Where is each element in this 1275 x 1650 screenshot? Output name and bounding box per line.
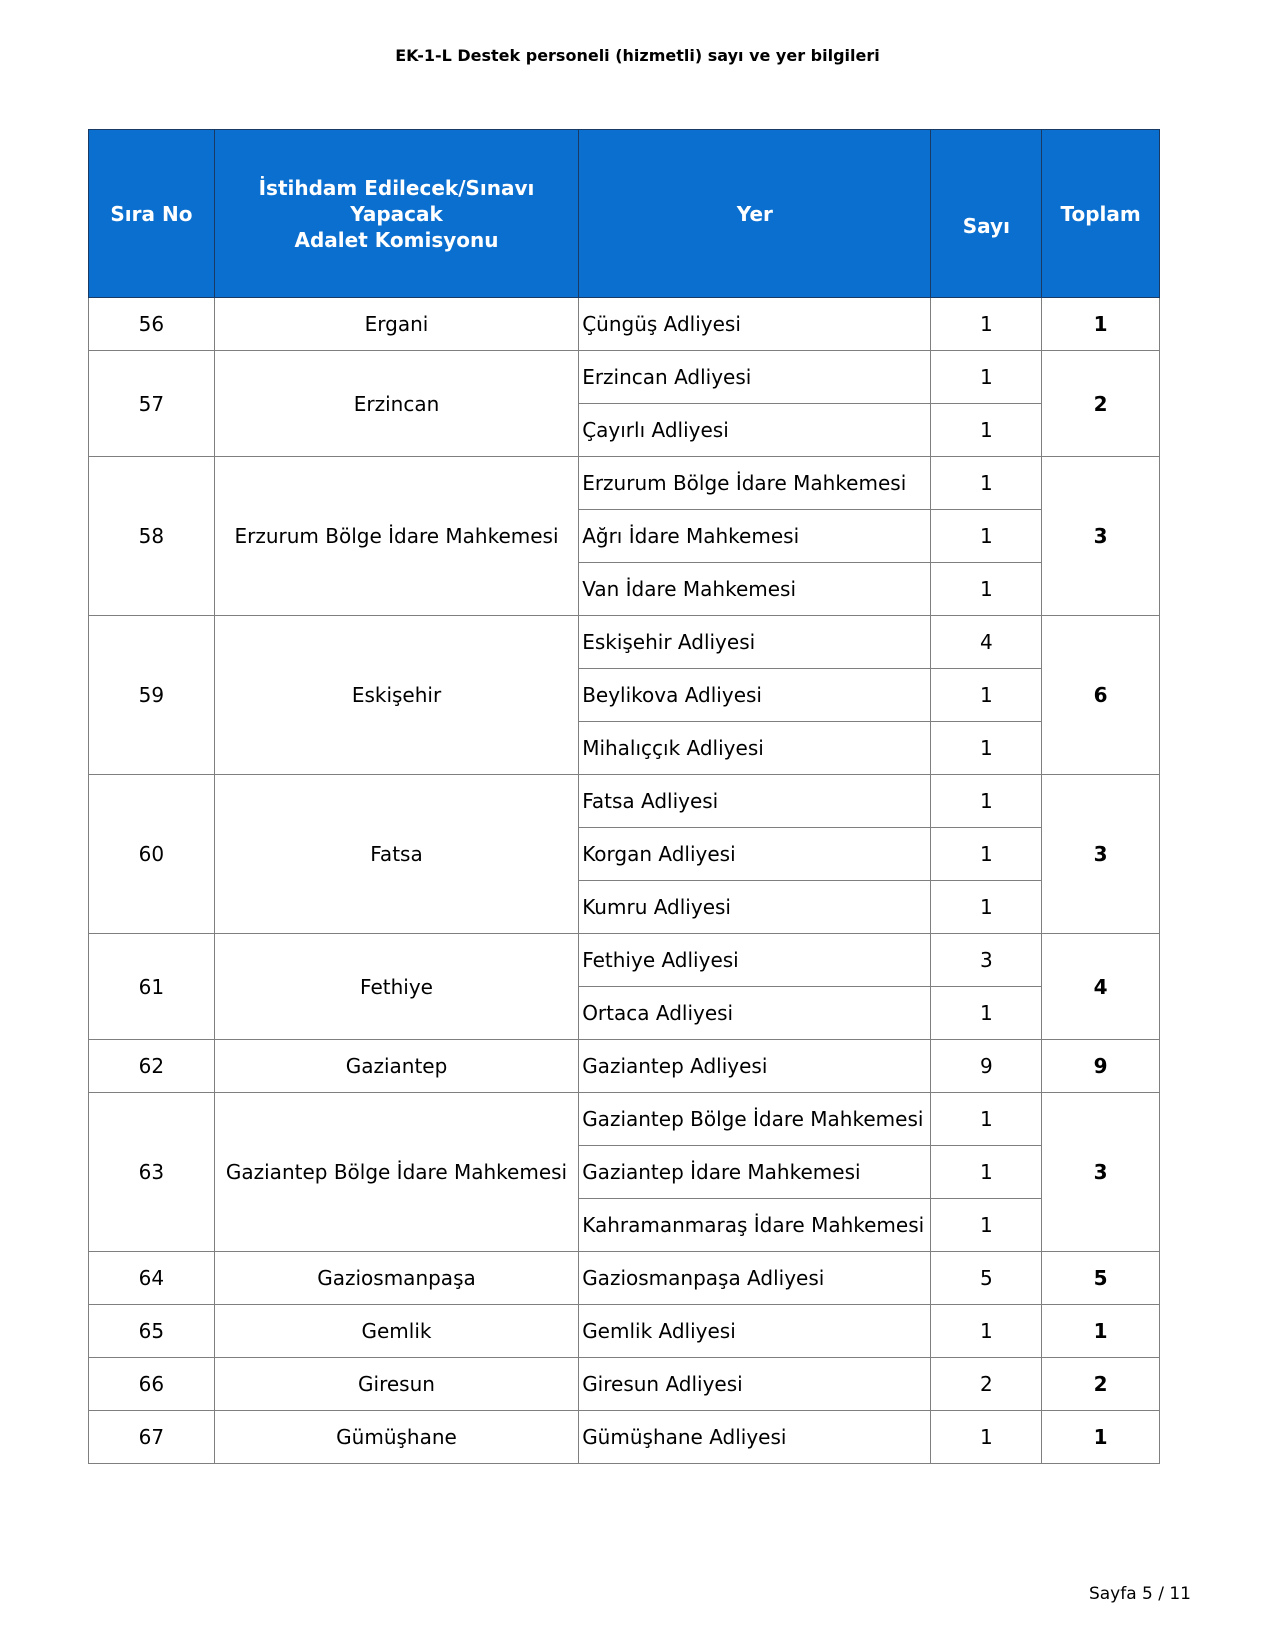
table-row — [89, 1040, 1160, 1093]
yer-cell: Fethiye Adliyesi — [579, 934, 931, 987]
sayi-cell: 1 — [931, 1146, 1042, 1199]
yer-cell: Gemlik Adliyesi — [579, 1305, 931, 1358]
sayi-cell: 1 — [931, 775, 1042, 828]
toplam-cell: 3 — [1042, 457, 1160, 616]
sayi-cell: 1 — [931, 722, 1042, 775]
sayi-cell: 1 — [931, 987, 1042, 1040]
yer-cell: Van İdare Mahkemesi — [579, 563, 931, 616]
table-row — [89, 934, 1160, 987]
table-row — [89, 1358, 1160, 1411]
header-sira-no: Sıra No — [89, 130, 215, 298]
yer-cell: Fatsa Adliyesi — [579, 775, 931, 828]
sayi-cell: 1 — [931, 881, 1042, 934]
komisyon-cell: Fethiye — [214, 934, 578, 1040]
sira-no-cell: 59 — [89, 616, 215, 775]
sayi-cell: 1 — [931, 669, 1042, 722]
header-yer: Yer — [579, 130, 931, 298]
yer-cell: Gaziosmanpaşa Adliyesi — [579, 1252, 931, 1305]
yer-cell: Ortaca Adliyesi — [579, 987, 931, 1040]
table-row — [89, 775, 1160, 828]
header-komisyon-line1: İstihdam Edilecek/Sınavı — [258, 175, 535, 200]
table-body — [89, 298, 1160, 1464]
page-number: Sayfa 5 / 11 — [1088, 1584, 1191, 1604]
yer-cell: Giresun Adliyesi — [579, 1358, 931, 1411]
yer-cell: Çüngüş Adliyesi — [579, 298, 931, 351]
sayi-cell: 1 — [931, 457, 1042, 510]
personnel-table — [88, 129, 1160, 1464]
toplam-cell: 2 — [1042, 1358, 1160, 1411]
yer-cell: Gaziantep Adliyesi — [579, 1040, 931, 1093]
table-row — [89, 298, 1160, 351]
yer-cell: Erzurum Bölge İdare Mahkemesi — [579, 457, 931, 510]
yer-cell: Gaziantep İdare Mahkemesi — [579, 1146, 931, 1199]
sayi-cell: 1 — [931, 298, 1042, 351]
yer-cell: Mihalıççık Adliyesi — [579, 722, 931, 775]
toplam-cell: 2 — [1042, 351, 1160, 457]
sira-no-cell: 67 — [89, 1411, 215, 1464]
yer-cell: Gümüşhane Adliyesi — [579, 1411, 931, 1464]
komisyon-cell: Gaziosmanpaşa — [214, 1252, 578, 1305]
sayi-cell: 2 — [931, 1358, 1042, 1411]
yer-cell: Eskişehir Adliyesi — [579, 616, 931, 669]
sayi-cell: 1 — [931, 1199, 1042, 1252]
komisyon-cell: Erzurum Bölge İdare Mahkemesi — [214, 457, 578, 616]
komisyon-cell: Ergani — [214, 298, 578, 351]
toplam-cell: 9 — [1042, 1040, 1160, 1093]
sira-no-cell: 58 — [89, 457, 215, 616]
yer-cell: Korgan Adliyesi — [579, 828, 931, 881]
yer-cell: Erzincan Adliyesi — [579, 351, 931, 404]
header-komisyon — [214, 130, 578, 298]
toplam-cell: 1 — [1042, 1411, 1160, 1464]
table-row — [89, 1252, 1160, 1305]
sayi-cell: 1 — [931, 510, 1042, 563]
yer-cell: Ağrı İdare Mahkemesi — [579, 510, 931, 563]
table-row — [89, 616, 1160, 669]
header-toplam: Toplam — [1042, 130, 1160, 298]
header-komisyon-line3: Adalet Komisyonu — [294, 227, 499, 252]
table-row — [89, 351, 1160, 404]
table-row — [89, 1305, 1160, 1358]
sayi-cell: 1 — [931, 1093, 1042, 1146]
sira-no-cell: 63 — [89, 1093, 215, 1252]
sira-no-cell: 61 — [89, 934, 215, 1040]
sira-no-cell: 66 — [89, 1358, 215, 1411]
header-komisyon-line2: Yapacak — [350, 201, 443, 226]
komisyon-cell: Gemlik — [214, 1305, 578, 1358]
header-sayi: Sayı — [931, 130, 1042, 298]
sira-no-cell: 60 — [89, 775, 215, 934]
sayi-cell: 1 — [931, 404, 1042, 457]
sayi-cell: 1 — [931, 1305, 1042, 1358]
komisyon-cell: Giresun — [214, 1358, 578, 1411]
toplam-cell: 4 — [1042, 934, 1160, 1040]
sira-no-cell: 62 — [89, 1040, 215, 1093]
sira-no-cell: 64 — [89, 1252, 215, 1305]
yer-cell: Çayırlı Adliyesi — [579, 404, 931, 457]
komisyon-cell: Gaziantep Bölge İdare Mahkemesi — [214, 1093, 578, 1252]
toplam-cell: 6 — [1042, 616, 1160, 775]
table-row — [89, 457, 1160, 510]
sira-no-cell: 56 — [89, 298, 215, 351]
yer-cell: Kumru Adliyesi — [579, 881, 931, 934]
komisyon-cell: Erzincan — [214, 351, 578, 457]
document-title: EK-1-L Destek personeli (hizmetli) sayı ve yer bilgileri — [395, 46, 880, 65]
sayi-cell: 4 — [931, 616, 1042, 669]
komisyon-cell: Eskişehir — [214, 616, 578, 775]
table-row — [89, 1093, 1160, 1146]
yer-cell: Gaziantep Bölge İdare Mahkemesi — [579, 1093, 931, 1146]
sayi-cell: 3 — [931, 934, 1042, 987]
yer-cell: Beylikova Adliyesi — [579, 669, 931, 722]
sira-no-cell: 65 — [89, 1305, 215, 1358]
toplam-cell: 1 — [1042, 1305, 1160, 1358]
komisyon-cell: Gaziantep — [214, 1040, 578, 1093]
yer-cell: Kahramanmaraş İdare Mahkemesi — [579, 1199, 931, 1252]
sayi-cell: 9 — [931, 1040, 1042, 1093]
toplam-cell: 1 — [1042, 298, 1160, 351]
toplam-cell: 5 — [1042, 1252, 1160, 1305]
toplam-cell: 3 — [1042, 1093, 1160, 1252]
sayi-cell: 1 — [931, 563, 1042, 616]
komisyon-cell: Fatsa — [214, 775, 578, 934]
table-row — [89, 1411, 1160, 1464]
sayi-cell: 1 — [931, 1411, 1042, 1464]
sayi-cell: 1 — [931, 828, 1042, 881]
toplam-cell: 3 — [1042, 775, 1160, 934]
komisyon-cell: Gümüşhane — [214, 1411, 578, 1464]
table-header-row — [89, 130, 1160, 298]
sayi-cell: 1 — [931, 351, 1042, 404]
sira-no-cell: 57 — [89, 351, 215, 457]
sayi-cell: 5 — [931, 1252, 1042, 1305]
